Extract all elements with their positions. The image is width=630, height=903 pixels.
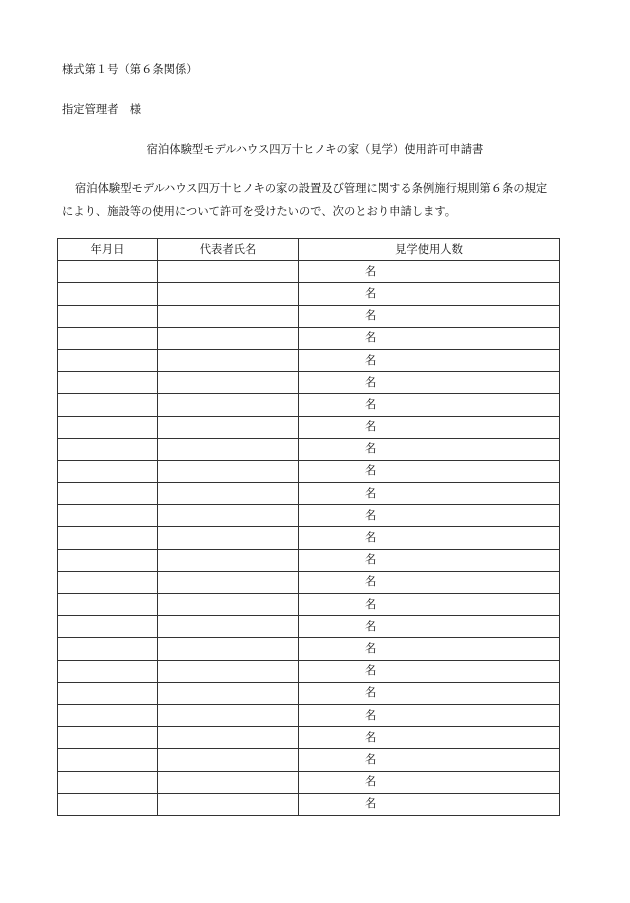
document-title: 宿泊体験型モデルハウス四万十ヒノキの家（見学）使用許可申請書 [146, 143, 484, 156]
visitor-count-cell [299, 527, 560, 549]
date-cell [58, 549, 158, 571]
count-unit: 名 [365, 686, 377, 700]
visitor-count-cell [299, 327, 560, 349]
header-visitor-count: 見学使用人数 [299, 239, 560, 261]
visitor-count-cell [299, 594, 560, 616]
count-unit: 名 [365, 331, 377, 345]
visitor-count-cell [299, 261, 560, 283]
representative-cell [158, 261, 299, 283]
date-cell [58, 594, 158, 616]
visitor-count-cell [299, 771, 560, 793]
representative-cell [158, 549, 299, 571]
visitor-count-cell [299, 349, 560, 371]
representative-cell [158, 704, 299, 726]
count-unit: 名 [365, 730, 377, 744]
date-cell [58, 372, 158, 394]
visitor-count-cell [299, 438, 560, 460]
header-representative: 代表者氏名 [158, 239, 299, 261]
header-date: 年月日 [58, 239, 158, 261]
visitor-count-cell [299, 549, 560, 571]
representative-cell [158, 638, 299, 660]
date-cell [58, 704, 158, 726]
table-row [58, 349, 560, 371]
visitor-count-cell [299, 638, 560, 660]
form-number: 様式第１号（第６条関係） [62, 63, 198, 76]
representative-cell [158, 394, 299, 416]
table-row [58, 438, 560, 460]
representative-cell [158, 416, 299, 438]
date-cell [58, 793, 158, 815]
date-cell [58, 416, 158, 438]
representative-cell [158, 594, 299, 616]
table-row [58, 616, 560, 638]
count-unit: 名 [365, 531, 377, 545]
visitor-count-cell [299, 704, 560, 726]
table-row [58, 416, 560, 438]
date-cell [58, 305, 158, 327]
count-unit: 名 [365, 420, 377, 434]
representative-cell [158, 349, 299, 371]
table-row [58, 594, 560, 616]
visitor-count-cell [299, 460, 560, 482]
table-row [58, 261, 560, 283]
count-unit: 名 [365, 464, 377, 478]
count-unit: 名 [365, 597, 377, 611]
table-row [58, 372, 560, 394]
visitor-count-cell [299, 571, 560, 593]
count-unit: 名 [365, 486, 377, 500]
date-cell [58, 571, 158, 593]
visitor-count-cell [299, 793, 560, 815]
count-unit: 名 [365, 619, 377, 633]
visitor-count-cell [299, 727, 560, 749]
representative-cell [158, 372, 299, 394]
visitor-usage-table [57, 238, 560, 816]
count-unit: 名 [365, 309, 377, 323]
representative-cell [158, 527, 299, 549]
visitor-count-cell [299, 283, 560, 305]
date-cell [58, 349, 158, 371]
date-cell [58, 771, 158, 793]
date-cell [58, 283, 158, 305]
visitor-count-cell [299, 305, 560, 327]
count-unit: 名 [365, 442, 377, 456]
date-cell [58, 727, 158, 749]
count-unit: 名 [365, 641, 377, 655]
table-row [58, 283, 560, 305]
table-row [58, 704, 560, 726]
representative-cell [158, 660, 299, 682]
table-row [58, 327, 560, 349]
date-cell [58, 261, 158, 283]
date-cell [58, 483, 158, 505]
visitor-count-cell [299, 372, 560, 394]
visitor-count-cell [299, 616, 560, 638]
table-row [58, 483, 560, 505]
representative-cell [158, 749, 299, 771]
visitor-count-cell [299, 660, 560, 682]
date-cell [58, 749, 158, 771]
visitor-count-cell [299, 749, 560, 771]
count-unit: 名 [365, 708, 377, 722]
count-unit: 名 [365, 664, 377, 678]
table-row [58, 771, 560, 793]
representative-cell [158, 727, 299, 749]
date-cell [58, 438, 158, 460]
count-unit: 名 [365, 752, 377, 766]
visitor-count-cell [299, 682, 560, 704]
date-cell [58, 394, 158, 416]
visitor-count-cell [299, 416, 560, 438]
representative-cell [158, 682, 299, 704]
visitor-count-cell [299, 505, 560, 527]
count-unit: 名 [365, 286, 377, 300]
table-row [58, 527, 560, 549]
table-row [58, 638, 560, 660]
table-header-row [58, 239, 560, 261]
count-unit: 名 [365, 264, 377, 278]
count-unit: 名 [365, 353, 377, 367]
representative-cell [158, 571, 299, 593]
representative-cell [158, 460, 299, 482]
representative-cell [158, 505, 299, 527]
date-cell [58, 527, 158, 549]
table-row [58, 571, 560, 593]
date-cell [58, 327, 158, 349]
date-cell [58, 616, 158, 638]
table-row [58, 460, 560, 482]
body-text-line-2: により、施設等の使用について許可を受けたいので、次のとおり申請します。 [62, 205, 457, 218]
representative-cell [158, 793, 299, 815]
date-cell [58, 682, 158, 704]
count-unit: 名 [365, 797, 377, 811]
count-unit: 名 [365, 775, 377, 789]
representative-cell [158, 283, 299, 305]
visitor-count-cell [299, 483, 560, 505]
table-row [58, 549, 560, 571]
table-row [58, 660, 560, 682]
count-unit: 名 [365, 397, 377, 411]
representative-cell [158, 438, 299, 460]
count-unit: 名 [365, 575, 377, 589]
representative-cell [158, 483, 299, 505]
representative-cell [158, 305, 299, 327]
date-cell [58, 638, 158, 660]
representative-cell [158, 771, 299, 793]
table-row [58, 727, 560, 749]
table-row [58, 793, 560, 815]
table-row [58, 305, 560, 327]
representative-cell [158, 616, 299, 638]
count-unit: 名 [365, 508, 377, 522]
date-cell [58, 460, 158, 482]
table-row [58, 505, 560, 527]
table-row [58, 682, 560, 704]
date-cell [58, 505, 158, 527]
visitor-count-cell [299, 394, 560, 416]
count-unit: 名 [365, 375, 377, 389]
addressee: 指定管理者 様 [62, 103, 142, 116]
count-unit: 名 [365, 553, 377, 567]
table-row [58, 749, 560, 771]
table-row [58, 394, 560, 416]
representative-cell [158, 327, 299, 349]
date-cell [58, 660, 158, 682]
body-text-line-1: 宿泊体験型モデルハウス四万十ヒノキの家の設置及び管理に関する条例施行規則第６条の規定 [75, 182, 548, 195]
